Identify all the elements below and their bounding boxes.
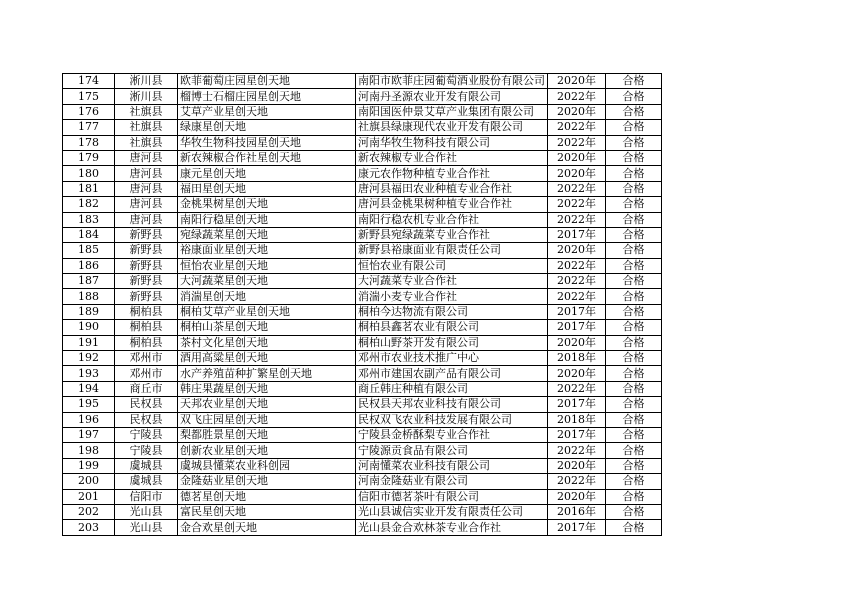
table-row [63,89,662,104]
cell-operating-unit: 光山县诚信实业开发有限责任公司 [356,504,548,519]
cell-number: 192 [63,351,115,366]
cell-base-name: 水产养殖苗种扩繁星创天地 [178,366,356,381]
table-row [63,412,662,427]
cell-number: 199 [63,458,115,473]
cell-result: 合格 [606,243,662,258]
table-row [63,274,662,289]
cell-year: 2022年 [548,181,606,196]
cell-county: 唐河县 [115,181,178,196]
cell-number: 202 [63,504,115,519]
cell-number: 201 [63,489,115,504]
cell-year: 2022年 [548,135,606,150]
cell-base-name: 金隆菇业星创天地 [178,474,356,489]
cell-result: 合格 [606,227,662,242]
cell-year: 2022年 [548,89,606,104]
cell-operating-unit: 商丘韩庄种植有限公司 [356,381,548,396]
cell-result: 合格 [606,443,662,458]
cell-operating-unit: 信阳市德茗茶叶有限公司 [356,489,548,504]
table-row [63,458,662,473]
cell-number: 194 [63,381,115,396]
cell-base-name: 创新农业星创天地 [178,443,356,458]
cell-result: 合格 [606,212,662,227]
cell-county: 虞城县 [115,474,178,489]
table-row [63,335,662,350]
cell-operating-unit: 邓州市建国农副产品有限公司 [356,366,548,381]
cell-year: 2020年 [548,166,606,181]
cell-base-name: 金合欢星创天地 [178,520,356,535]
cell-county: 新野县 [115,289,178,304]
cell-operating-unit: 桐柏今达物流有限公司 [356,304,548,319]
cell-result: 合格 [606,504,662,519]
cell-county: 信阳市 [115,489,178,504]
cell-base-name: 天邦农业星创天地 [178,397,356,412]
cell-result: 合格 [606,412,662,427]
cell-number: 176 [63,104,115,119]
cell-base-name: 消湍星创天地 [178,289,356,304]
cell-operating-unit: 桐柏山野茶开发有限公司 [356,335,548,350]
cell-year: 2020年 [548,243,606,258]
table-row [63,474,662,489]
cell-result: 合格 [606,120,662,135]
cell-operating-unit: 河南华牧生物科技有限公司 [356,135,548,150]
table-row [63,258,662,273]
cell-year: 2022年 [548,197,606,212]
cell-number: 174 [63,74,115,89]
cell-operating-unit: 邓州市农业技术推广中心 [356,351,548,366]
cell-county: 新野县 [115,274,178,289]
cell-base-name: 艾草产业星创天地 [178,104,356,119]
cell-number: 183 [63,212,115,227]
cell-base-name: 恒怡农业星创天地 [178,258,356,273]
cell-operating-unit: 恒怡农业有限公司 [356,258,548,273]
cell-county: 民权县 [115,397,178,412]
cell-number: 193 [63,366,115,381]
cell-county: 商丘市 [115,381,178,396]
cell-base-name: 虞城县懂菜农业科创园 [178,458,356,473]
cell-county: 光山县 [115,504,178,519]
cell-county: 光山县 [115,520,178,535]
cell-number: 175 [63,89,115,104]
cell-operating-unit: 宁陵源贡食品有限公司 [356,443,548,458]
record-table-body [63,74,662,536]
cell-base-name: 双飞庄园星创天地 [178,412,356,427]
cell-year: 2020年 [548,74,606,89]
cell-year: 2020年 [548,104,606,119]
cell-number: 203 [63,520,115,535]
cell-operating-unit: 唐河县福田农业种植专业合作社 [356,181,548,196]
cell-base-name: 欧菲葡萄庄园星创天地 [178,74,356,89]
cell-year: 2022年 [548,474,606,489]
cell-operating-unit: 大河蔬菜专业合作社 [356,274,548,289]
cell-number: 191 [63,335,115,350]
cell-base-name: 宛绿蔬菜星创天地 [178,227,356,242]
cell-number: 190 [63,320,115,335]
cell-base-name: 裕康面业星创天地 [178,243,356,258]
cell-county: 宁陵县 [115,443,178,458]
cell-base-name: 南阳行稳星创天地 [178,212,356,227]
cell-county: 淅川县 [115,74,178,89]
table-row [63,351,662,366]
cell-result: 合格 [606,381,662,396]
cell-base-name: 康元星创天地 [178,166,356,181]
cell-year: 2022年 [548,443,606,458]
table-row [63,443,662,458]
cell-result: 合格 [606,181,662,196]
cell-operating-unit: 新农辣椒专业合作社 [356,150,548,165]
table-row [63,150,662,165]
cell-base-name: 新农辣椒合作社星创天地 [178,150,356,165]
cell-year: 2020年 [548,458,606,473]
cell-county: 唐河县 [115,212,178,227]
cell-base-name: 富民星创天地 [178,504,356,519]
table-row [63,212,662,227]
cell-county: 淅川县 [115,89,178,104]
cell-operating-unit: 光山县金合欢林茶专业合作社 [356,520,548,535]
cell-base-name: 榴博士石榴庄园星创天地 [178,89,356,104]
cell-result: 合格 [606,474,662,489]
table-row [63,397,662,412]
cell-operating-unit: 唐河县金桃果树种植专业合作社 [356,197,548,212]
cell-year: 2016年 [548,504,606,519]
cell-base-name: 金桃果树星创天地 [178,197,356,212]
cell-operating-unit: 民权双飞农业科技发展有限公司 [356,412,548,427]
table-row [63,289,662,304]
table-row [63,381,662,396]
cell-operating-unit: 河南懂菜农业科技有限公司 [356,458,548,473]
cell-county: 新野县 [115,258,178,273]
table-row [63,197,662,212]
cell-number: 198 [63,443,115,458]
cell-year: 2020年 [548,335,606,350]
cell-operating-unit: 康元农作物种植专业合作社 [356,166,548,181]
cell-number: 186 [63,258,115,273]
cell-county: 邓州市 [115,351,178,366]
cell-operating-unit: 南阳市欧菲庄园葡萄酒业股份有限公司 [356,74,548,89]
cell-result: 合格 [606,289,662,304]
cell-result: 合格 [606,74,662,89]
table-row [63,120,662,135]
cell-base-name: 福田星创天地 [178,181,356,196]
cell-county: 新野县 [115,243,178,258]
cell-result: 合格 [606,274,662,289]
cell-operating-unit: 河南丹圣源农业开发有限公司 [356,89,548,104]
cell-result: 合格 [606,489,662,504]
cell-county: 宁陵县 [115,427,178,442]
cell-county: 桐柏县 [115,304,178,319]
cell-number: 200 [63,474,115,489]
cell-result: 合格 [606,351,662,366]
cell-year: 2017年 [548,320,606,335]
cell-operating-unit: 桐柏县鑫茗农业有限公司 [356,320,548,335]
cell-year: 2020年 [548,489,606,504]
cell-operating-unit: 新野县宛绿蔬菜专业合作社 [356,227,548,242]
cell-result: 合格 [606,320,662,335]
cell-result: 合格 [606,335,662,350]
table-row [63,166,662,181]
table-row [63,489,662,504]
cell-base-name: 华牧生物科技园星创天地 [178,135,356,150]
cell-result: 合格 [606,397,662,412]
cell-county: 唐河县 [115,197,178,212]
cell-county: 社旗县 [115,135,178,150]
table-row [63,504,662,519]
cell-result: 合格 [606,150,662,165]
cell-number: 178 [63,135,115,150]
table-row [63,135,662,150]
cell-number: 184 [63,227,115,242]
cell-county: 桐柏县 [115,335,178,350]
cell-operating-unit: 南阳行稳农机专业合作社 [356,212,548,227]
cell-year: 2022年 [548,120,606,135]
table-row [63,427,662,442]
cell-result: 合格 [606,458,662,473]
cell-operating-unit: 民权县天邦农业科技有限公司 [356,397,548,412]
cell-year: 2022年 [548,258,606,273]
cell-result: 合格 [606,258,662,273]
cell-county: 唐河县 [115,166,178,181]
table-row [63,320,662,335]
cell-year: 2017年 [548,427,606,442]
cell-base-name: 大河蔬菜星创天地 [178,274,356,289]
table-row [63,227,662,242]
cell-number: 185 [63,243,115,258]
cell-base-name: 茶村文化星创天地 [178,335,356,350]
cell-base-name: 绿康星创天地 [178,120,356,135]
cell-county: 桐柏县 [115,320,178,335]
cell-number: 196 [63,412,115,427]
cell-base-name: 韩庄果蔬星创天地 [178,381,356,396]
table-row [63,366,662,381]
cell-number: 182 [63,197,115,212]
cell-year: 2022年 [548,289,606,304]
cell-number: 180 [63,166,115,181]
cell-county: 社旗县 [115,120,178,135]
table-row [63,304,662,319]
cell-number: 181 [63,181,115,196]
cell-year: 2020年 [548,366,606,381]
cell-year: 2017年 [548,227,606,242]
cell-operating-unit: 河南金隆菇业有限公司 [356,474,548,489]
cell-year: 2017年 [548,397,606,412]
cell-operating-unit: 新野县裕康面业有限责任公司 [356,243,548,258]
cell-county: 社旗县 [115,104,178,119]
cell-year: 2017年 [548,520,606,535]
cell-year: 2018年 [548,351,606,366]
cell-base-name: 梨都胜景星创天地 [178,427,356,442]
cell-result: 合格 [606,520,662,535]
cell-operating-unit: 宁陵县金桥酥梨专业合作社 [356,427,548,442]
cell-county: 虞城县 [115,458,178,473]
cell-operating-unit: 消湍小麦专业合作社 [356,289,548,304]
cell-result: 合格 [606,304,662,319]
cell-base-name: 桐柏艾草产业星创天地 [178,304,356,319]
cell-result: 合格 [606,427,662,442]
cell-number: 188 [63,289,115,304]
table-row [63,74,662,89]
table-row [63,520,662,535]
cell-operating-unit: 社旗县绿康现代农业开发有限公司 [356,120,548,135]
cell-year: 2022年 [548,212,606,227]
cell-number: 187 [63,274,115,289]
cell-year: 2022年 [548,381,606,396]
cell-number: 197 [63,427,115,442]
table-row [63,243,662,258]
table-row [63,181,662,196]
cell-number: 179 [63,150,115,165]
table-row [63,104,662,119]
record-table [62,73,662,536]
cell-base-name: 德茗星创天地 [178,489,356,504]
cell-base-name: 桐柏山茶星创天地 [178,320,356,335]
cell-result: 合格 [606,166,662,181]
cell-result: 合格 [606,366,662,381]
cell-base-name: 酒用高粱星创天地 [178,351,356,366]
cell-year: 2020年 [548,150,606,165]
cell-number: 195 [63,397,115,412]
cell-operating-unit: 南阳国医仲景艾草产业集团有限公司 [356,104,548,119]
cell-year: 2017年 [548,304,606,319]
cell-result: 合格 [606,104,662,119]
cell-result: 合格 [606,135,662,150]
cell-year: 2018年 [548,412,606,427]
cell-year: 2022年 [548,274,606,289]
cell-number: 189 [63,304,115,319]
cell-county: 新野县 [115,227,178,242]
cell-county: 邓州市 [115,366,178,381]
cell-number: 177 [63,120,115,135]
cell-county: 唐河县 [115,150,178,165]
cell-county: 民权县 [115,412,178,427]
cell-result: 合格 [606,197,662,212]
cell-result: 合格 [606,89,662,104]
